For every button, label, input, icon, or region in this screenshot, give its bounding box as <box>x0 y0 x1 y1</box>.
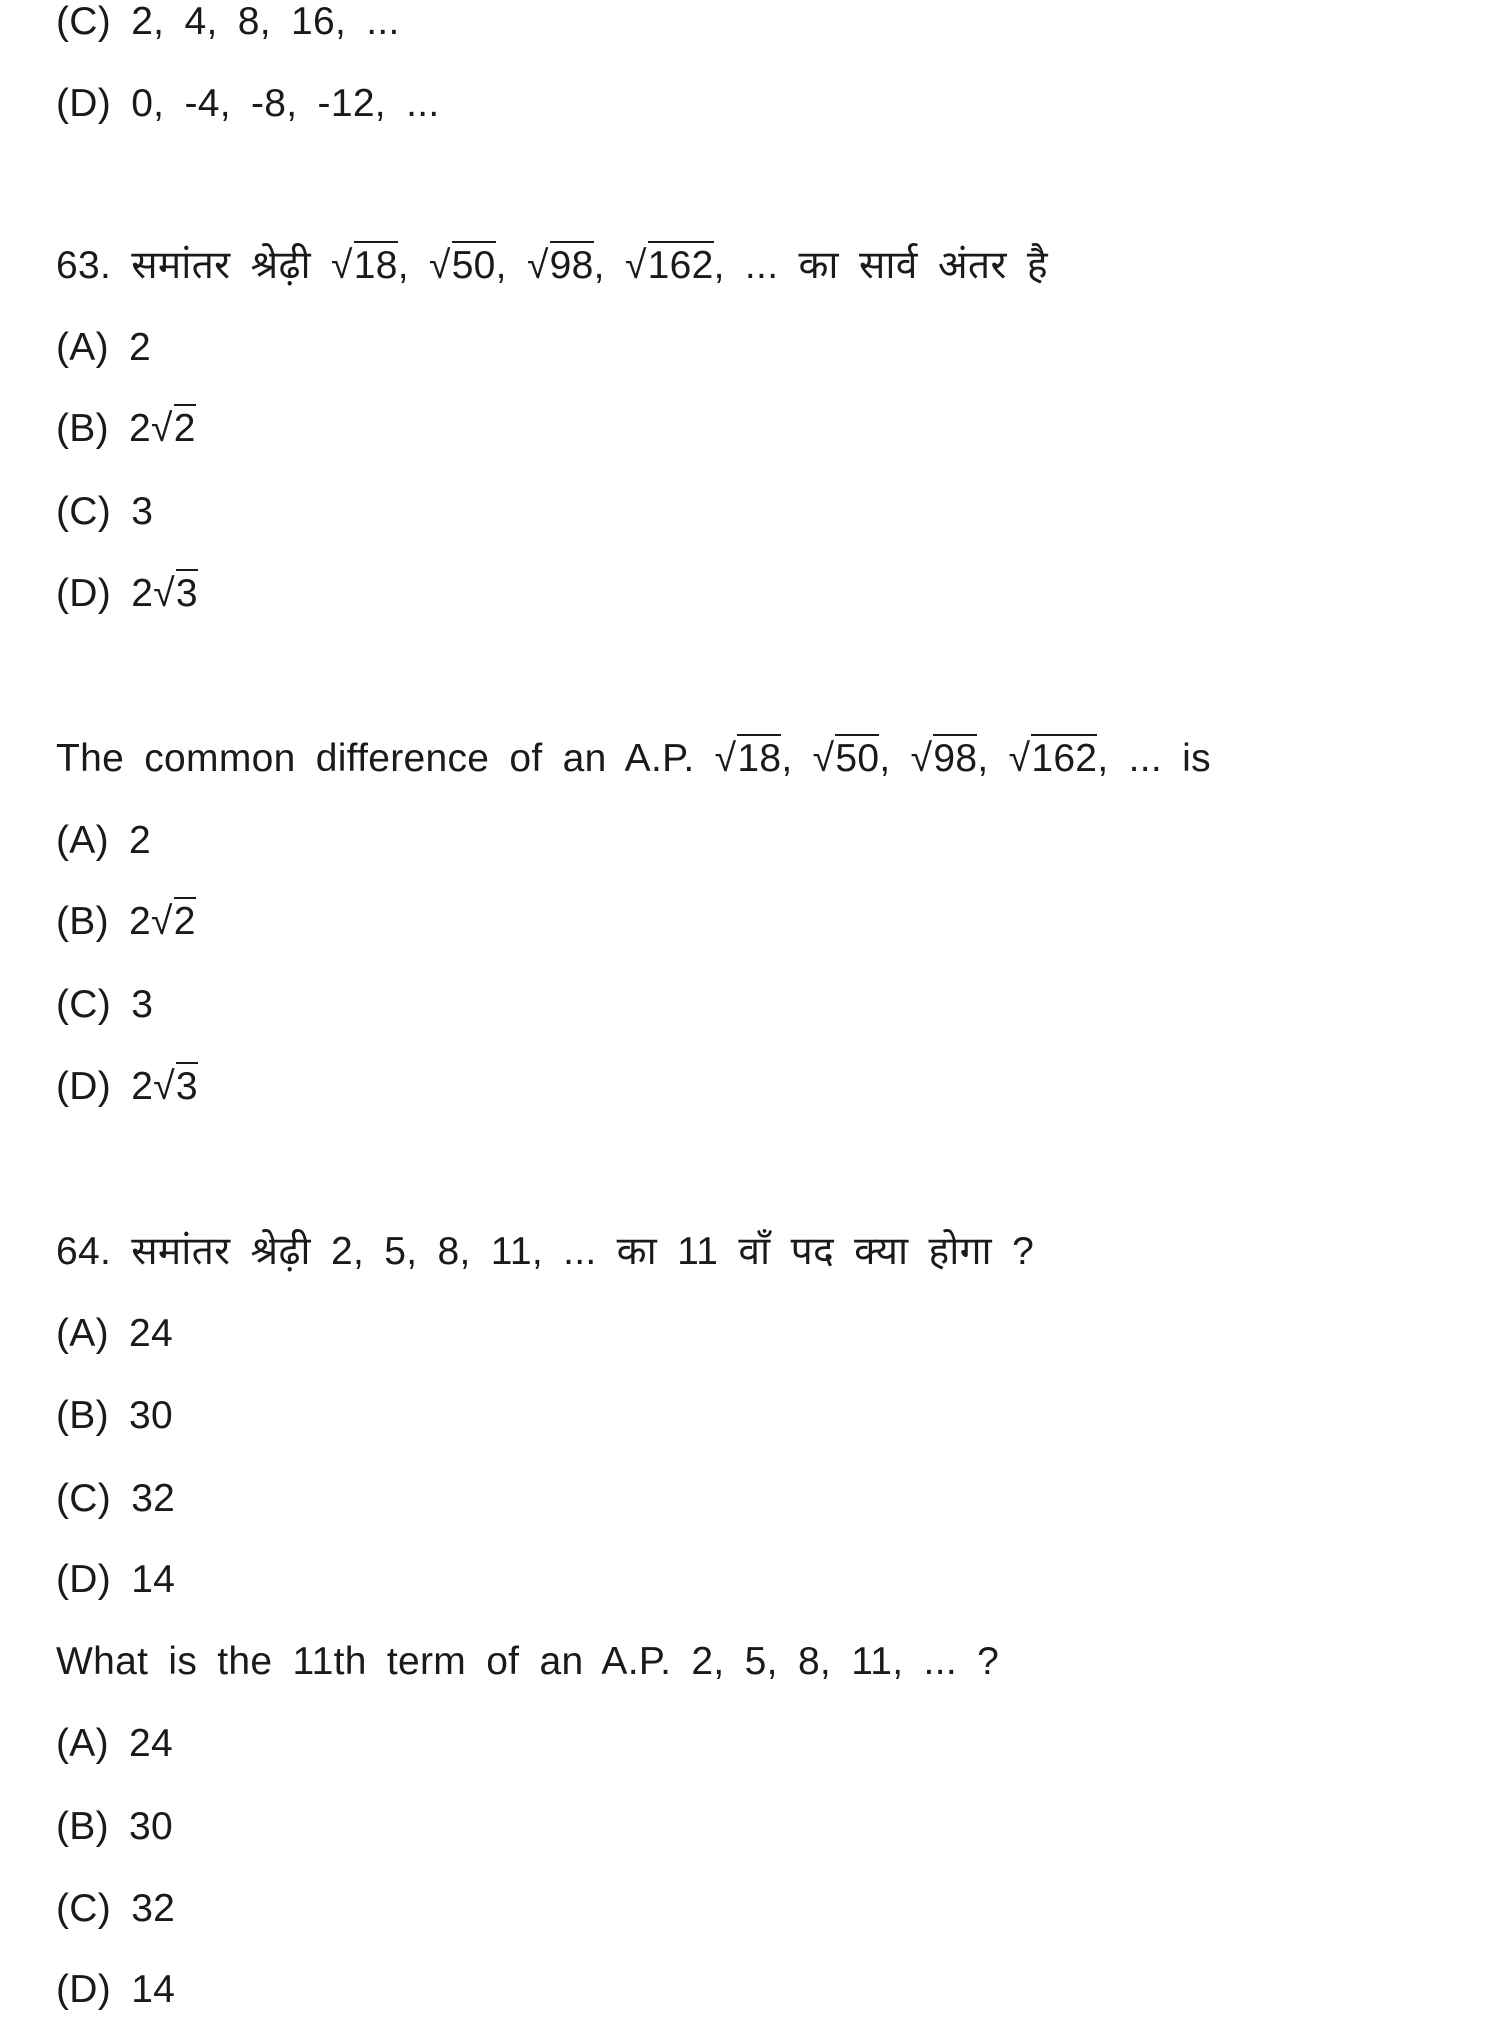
option-value: 14 <box>131 1968 176 2011</box>
option-value: 24 <box>129 1722 174 1765</box>
sqrt-term: √18 <box>331 242 398 290</box>
option-label: (D) <box>56 572 112 615</box>
sqrt-term: √2 <box>151 405 196 453</box>
option-label: (D) <box>56 1065 112 1108</box>
option-a <box>56 324 151 372</box>
option-value: 14 <box>131 1558 176 1601</box>
question-64-english <box>56 1638 999 1686</box>
option-d <box>56 570 198 618</box>
option-label: (D) <box>56 82 112 125</box>
option-text: 2, 4, 8, 16, ... <box>131 0 400 43</box>
question-64-hindi <box>56 1228 1034 1276</box>
sqrt-term: √18 <box>715 735 782 783</box>
option-value: 2 <box>129 407 152 450</box>
option-a <box>56 1310 173 1358</box>
option-value: 2 <box>129 326 152 369</box>
option-label: (C) <box>56 1477 112 1520</box>
sqrt-term: √162 <box>625 242 714 290</box>
sqrt-term: √2 <box>151 898 196 946</box>
question-number: 63. <box>56 244 112 287</box>
option-value: 32 <box>131 1887 176 1930</box>
question-text: What is the 11th term of an A.P. 2, 5, 8, 11, ... ? <box>56 1640 1000 1683</box>
question-text: समांतर श्रेढ़ी <box>131 244 311 287</box>
option-label: (A) <box>56 326 109 369</box>
option-label: (B) <box>56 1394 109 1437</box>
option-label: (A) <box>56 1722 109 1765</box>
option-b <box>56 1803 173 1851</box>
option-c <box>56 981 153 1029</box>
option-value: 3 <box>131 983 154 1026</box>
sqrt-term: √3 <box>153 570 198 618</box>
question-63-hindi: 63. समांतर श्रेढ़ी √18, √50, √98, √162, ... का सार्व अंतर है <box>56 242 1048 290</box>
option-d-prev <box>56 80 440 128</box>
option-d <box>56 1966 175 2014</box>
option-label: (D) <box>56 1968 112 2011</box>
option-c <box>56 1885 175 1933</box>
option-c-prev <box>56 0 400 46</box>
option-value: 2 <box>129 819 152 862</box>
sqrt-term: √162 <box>1009 735 1098 783</box>
option-b <box>56 405 196 453</box>
option-label: (A) <box>56 819 109 862</box>
sqrt-term: √98 <box>911 735 978 783</box>
option-d <box>56 1556 175 1604</box>
sqrt-term: √98 <box>527 242 594 290</box>
option-a <box>56 817 151 865</box>
option-value: 2 <box>131 572 154 615</box>
option-label: (A) <box>56 1312 109 1355</box>
option-value: 2 <box>129 900 152 943</box>
sqrt-term: √3 <box>153 1063 198 1111</box>
option-label: (C) <box>56 1887 112 1930</box>
option-label: (C) <box>56 490 112 533</box>
option-a <box>56 1720 173 1768</box>
option-c <box>56 1475 175 1523</box>
option-text: 0, -4, -8, -12, ... <box>131 82 440 125</box>
option-value: 30 <box>129 1805 174 1848</box>
option-label: (D) <box>56 1558 112 1601</box>
option-value: 2 <box>131 1065 154 1108</box>
option-value: 30 <box>129 1394 174 1437</box>
question-text: ... is <box>1128 737 1211 780</box>
option-c <box>56 488 153 536</box>
option-value: 32 <box>131 1477 176 1520</box>
option-label: (C) <box>56 983 112 1026</box>
question-text: ... का सार्व अंतर है <box>744 244 1048 287</box>
option-value: 3 <box>131 490 154 533</box>
question-63-english: The common difference of an A.P. √18, √50, √98, √162, ... is <box>56 735 1211 783</box>
sqrt-term: √50 <box>429 242 496 290</box>
option-label: (C) <box>56 0 112 43</box>
option-label: (B) <box>56 900 109 943</box>
option-label: (B) <box>56 407 109 450</box>
option-b <box>56 1392 173 1440</box>
option-b <box>56 898 196 946</box>
option-d <box>56 1063 198 1111</box>
sqrt-term: √50 <box>813 735 880 783</box>
question-text: The common difference of an A.P. <box>56 737 695 780</box>
option-label: (B) <box>56 1805 109 1848</box>
option-value: 24 <box>129 1312 174 1355</box>
question-text: 64. समांतर श्रेढ़ी 2, 5, 8, 11, ... का 11 वाँ पद क्या होगा ? <box>56 1230 1035 1273</box>
